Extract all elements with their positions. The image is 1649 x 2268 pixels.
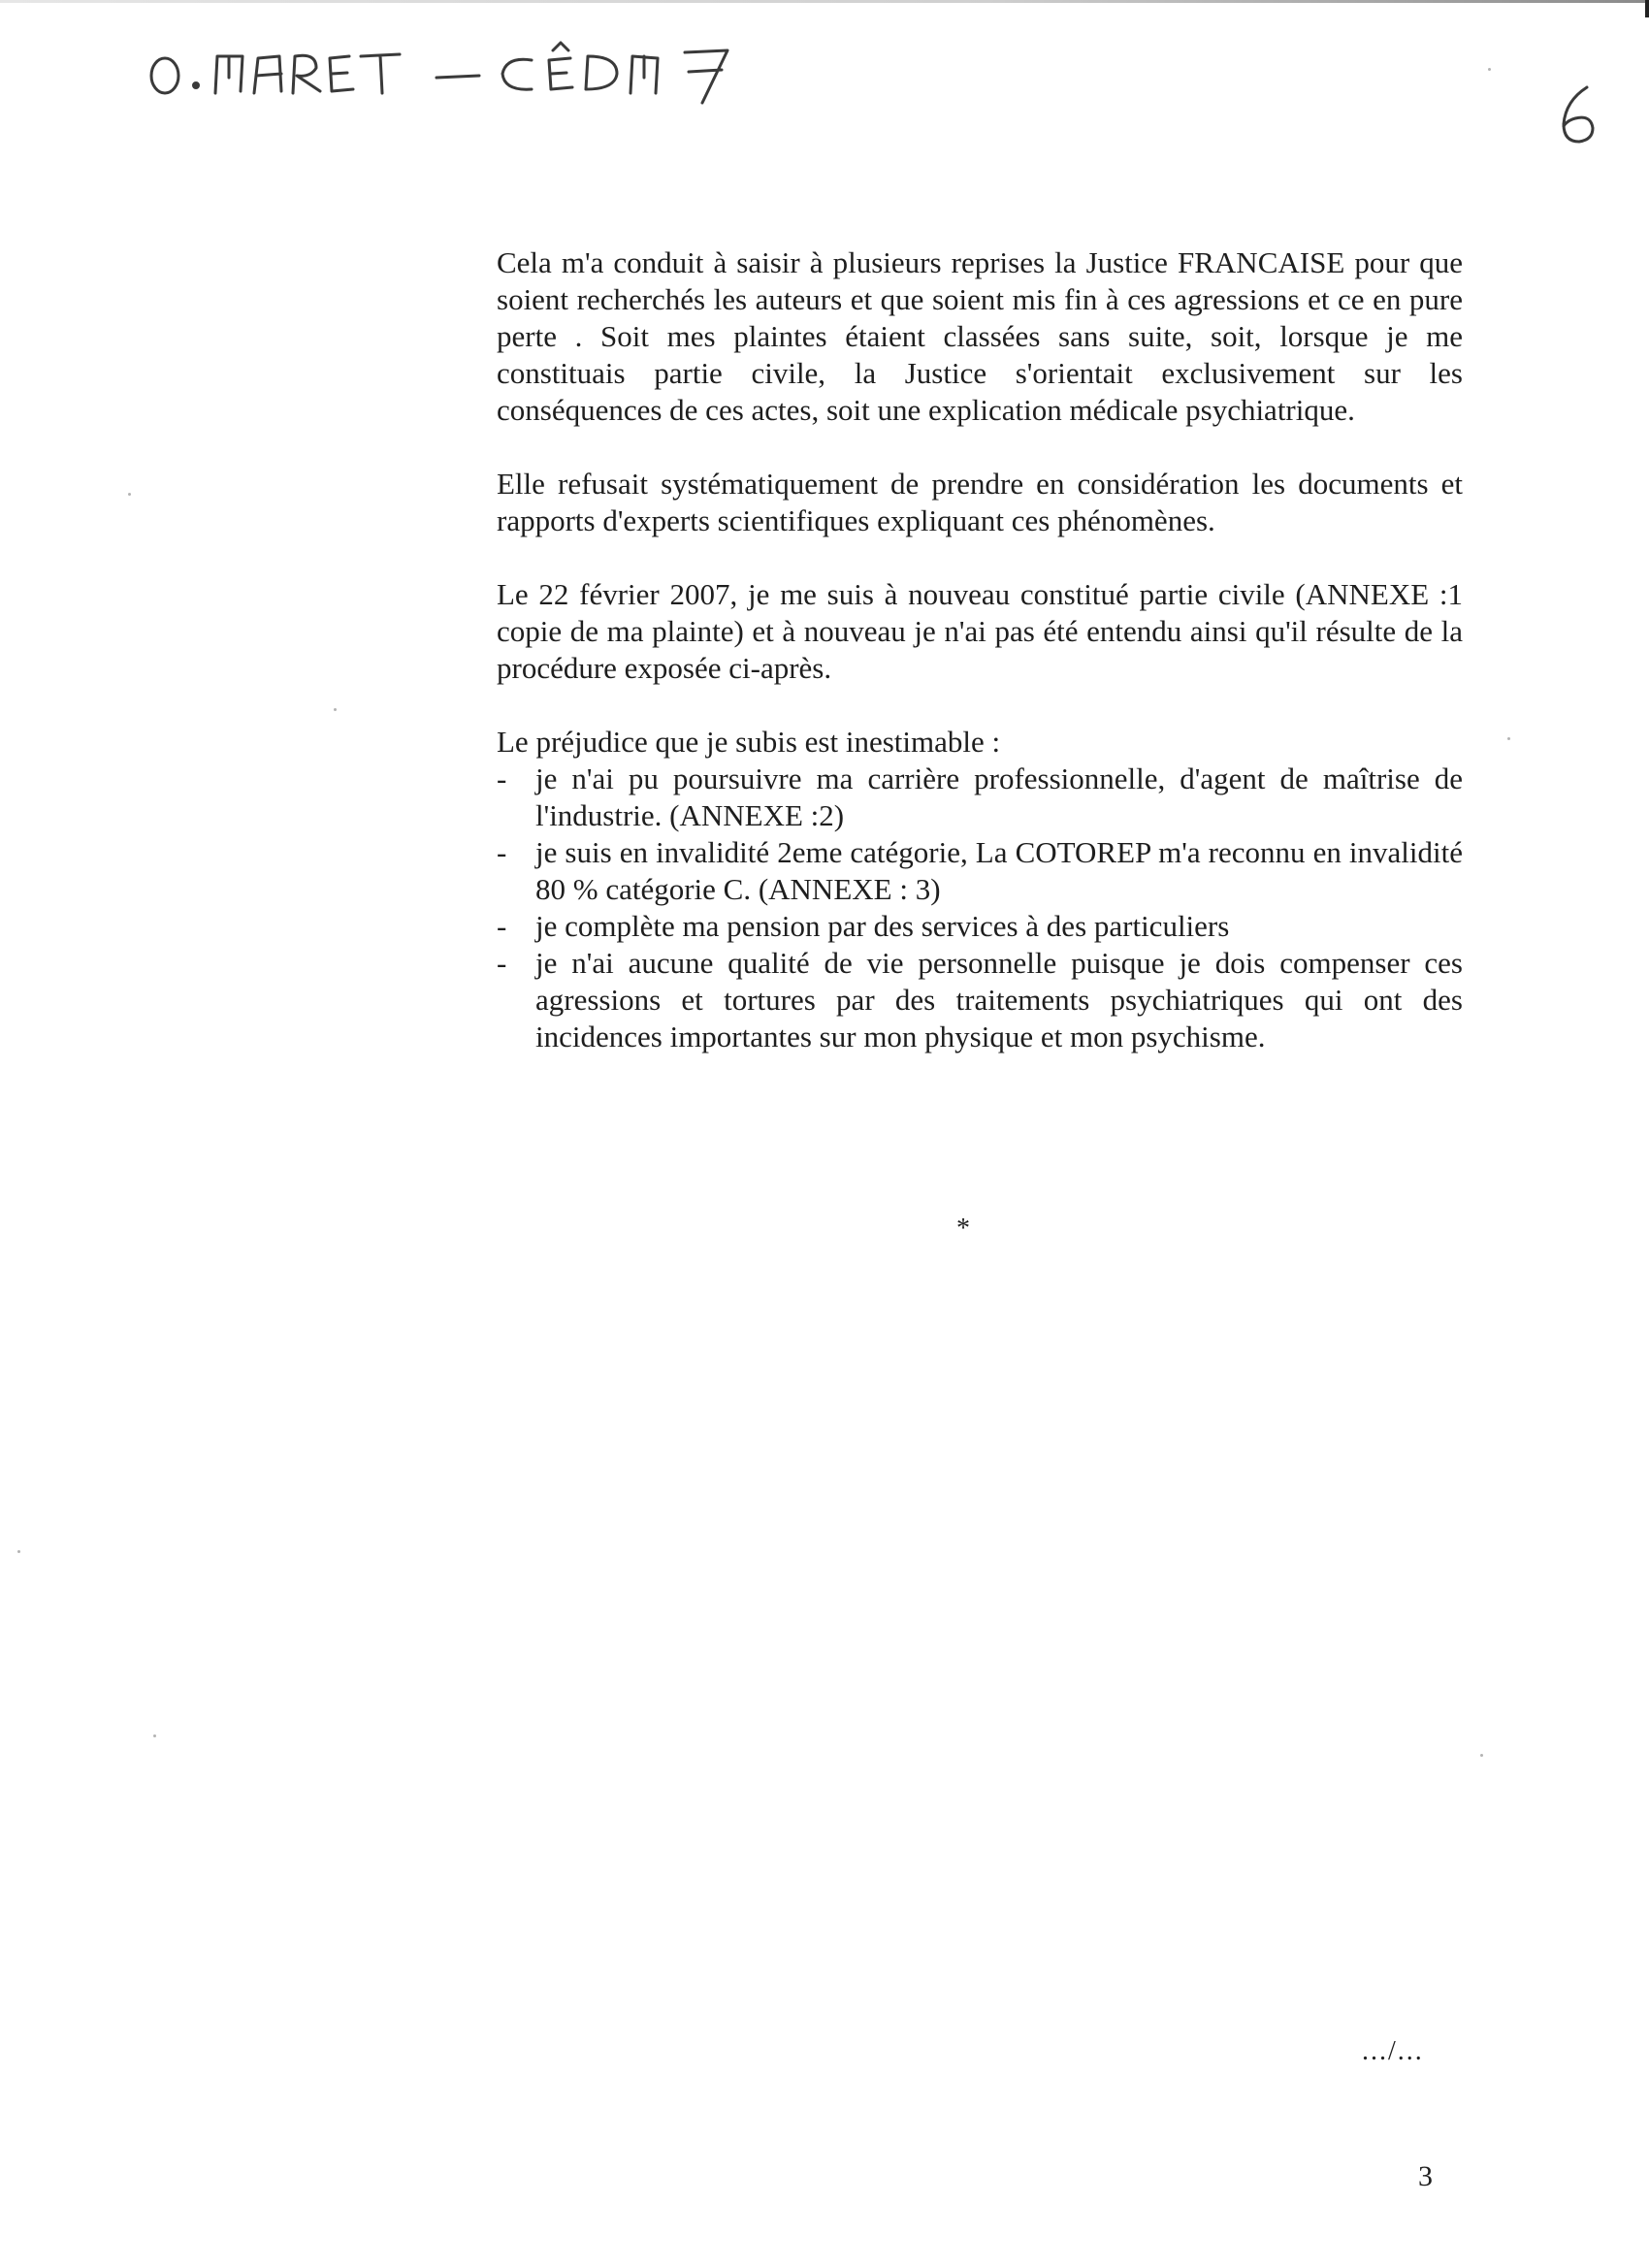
list-item-text: je complète ma pension par des services à des particuliers: [535, 909, 1230, 943]
list-bullet: -: [497, 835, 507, 869]
list-item: [497, 945, 1463, 1055]
prejudice-heading: Le préjudice que je subis est inestimable :: [497, 725, 1001, 759]
continuation-mark: .../...: [1362, 2036, 1424, 2066]
list-item-text: je suis en invalidité 2eme catégorie, La COTOREP m'a reconnu en invalidité 80 % catégorie C. (ANNEXE : 3): [535, 835, 1463, 906]
scan-edge-corner: [1645, 0, 1649, 17]
section-separator: *: [956, 1214, 970, 1244]
list-item-text: je n'ai aucune qualité de vie personnelle puisque je dois compenser ces agressions et tortures par des traitements psychiatriques qui ont des incidences importantes sur mon physique et mon psychisme.: [535, 946, 1463, 1053]
scan-speck: [334, 708, 337, 711]
scan-speck: [1480, 1754, 1483, 1757]
paragraph-refus: Elle refusait systématiquement de prendre en considération les documents et rapports d'experts scientifiques expliquant ces phénomènes.: [497, 467, 1463, 537]
scan-speck: [128, 493, 131, 496]
list-item: [497, 834, 1463, 908]
page-number: 3: [1418, 2160, 1433, 2192]
letter-body: [497, 244, 1463, 1055]
scan-speck: [1507, 737, 1510, 740]
list-bullet: -: [497, 946, 507, 980]
scan-speck: [153, 1734, 156, 1737]
list-item: [497, 761, 1463, 834]
list-item: [497, 908, 1463, 945]
paragraph-plainte-2007: Le 22 février 2007, je me suis à nouveau constitué partie civile (ANNEXE :1 copie de ma plainte) et à nouveau je n'ai pas été entendu ainsi qu'il résulte de la procédure exposée ci-après.: [497, 577, 1463, 685]
scan-speck: [1488, 68, 1491, 71]
handwritten-header: [146, 27, 941, 114]
list-item-text: je n'ai pu poursuivre ma carrière professionnelle, d'agent de maîtrise de l'industrie. (ANNEXE :2): [535, 761, 1463, 832]
list-bullet: -: [497, 761, 507, 795]
scan-edge-top: [0, 0, 1649, 3]
prejudice-list: [497, 761, 1463, 1055]
paragraph-justice: Cela m'a conduit à saisir à plusieurs reprises la Justice FRANCAISE pour que soient recherchés les auteurs et que soient mis fin à ces agressions et ce en pure perte . Soit mes plaintes étaient classées sans suite, soit, lorsque je me constituais partie civile, la Justice s'orientait exclusivement sur les conséquences de ces actes, soit une explication médicale psychiatrique.: [497, 245, 1463, 427]
scan-speck: [17, 1550, 20, 1553]
handwritten-page-number: [1550, 81, 1608, 149]
list-bullet: -: [497, 909, 507, 943]
